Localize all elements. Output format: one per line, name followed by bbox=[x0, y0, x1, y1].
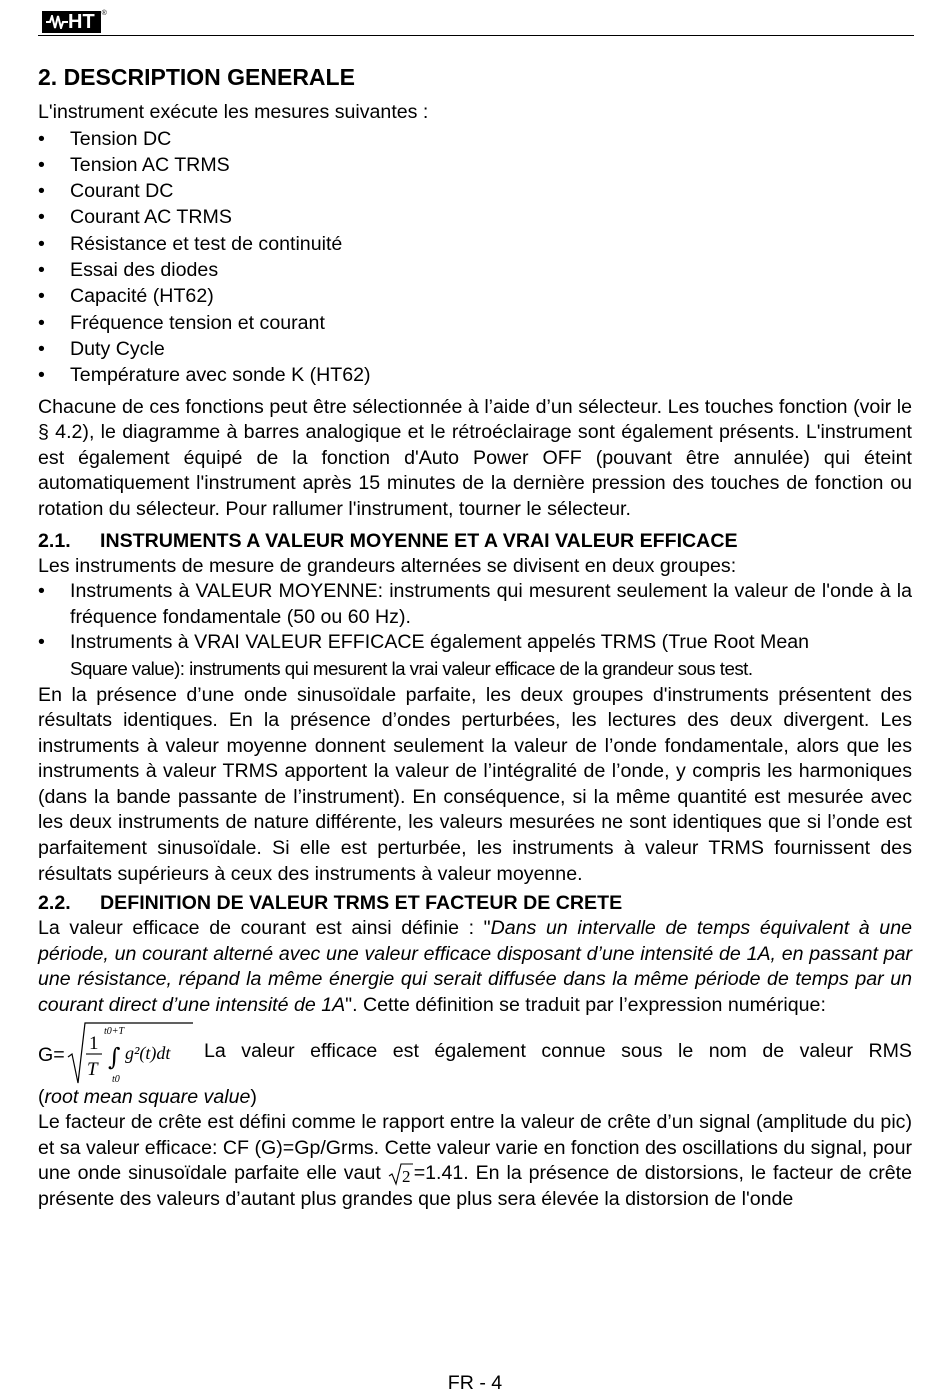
list-item: • Duty Cycle bbox=[38, 336, 912, 362]
formula-denominator: T bbox=[87, 1058, 98, 1080]
formula-lhs: G= bbox=[38, 1043, 65, 1066]
definition-outro: ". Cette définition se traduit par l’expression numérique: bbox=[345, 994, 826, 1017]
paren: ) bbox=[250, 1085, 257, 1108]
list-item bbox=[38, 630, 912, 682]
bullet-line: Instruments à VRAI VALEUR EFFICACE également appelés TRMS (True Root Mean bbox=[70, 631, 810, 654]
instrument-types-list bbox=[38, 579, 912, 682]
section-2-2-heading bbox=[38, 891, 912, 916]
bullet-line: Square value): instruments qui mesurent la vrai valeur efficace de la grandeur sous test. bbox=[70, 657, 753, 679]
section-2-1-intro: Les instruments de mesure de grandeurs alternées se divisent en deux groupes: bbox=[38, 554, 737, 577]
page-header bbox=[38, 8, 914, 36]
ht-logo bbox=[42, 10, 107, 34]
rms-formula-row bbox=[38, 1021, 912, 1085]
crest-factor-paragraph bbox=[38, 1110, 912, 1212]
page-content bbox=[38, 62, 912, 1213]
section-title: INSTRUMENTS A VALEUR MOYENNE ET A VRAI VALEUR EFFICACE bbox=[100, 529, 738, 552]
list-item: • Tension DC bbox=[38, 126, 912, 152]
registered-mark: ® bbox=[101, 10, 107, 17]
waveform-icon bbox=[46, 15, 68, 29]
rms-expansion: root mean square value bbox=[44, 1085, 251, 1108]
trms-definition bbox=[38, 916, 912, 1018]
sqrt-radicand: 2 bbox=[401, 1167, 411, 1187]
measures-list bbox=[38, 126, 912, 389]
rms-meaning bbox=[38, 1085, 912, 1111]
crest-text: Le facteur de crête est défini comme le rapport entre la valeur de crête d’un signal (amplitude du pic) et sa valeur efficace: CF (G)=Gp/Grms. Cette valeur varie en fonction des oscillations du signal, pour une onde sinusoïdale parfaite elle vaut bbox=[38, 1111, 912, 1185]
rms-formula bbox=[38, 1021, 198, 1087]
section-2-title: 2. DESCRIPTION GENERALE bbox=[38, 64, 355, 90]
section-2-paragraph: Chacune de ces fonctions peut être sélectionnée à l’aide d’un sélecteur. Les touches fonction (voir le § 4.2), le diagramme à barres analogique et le rétroéclairage sont également présents. L'instrument est également équipé de la fonction d'Auto Power OFF (pouvant être annulée) qui éteint automatiquement l'instrument après 15 minutes de la dernière pression des touches de fonction ou rotation du sélecteur. Pour rallumer l'instrument, tourner le sélecteur. bbox=[38, 395, 912, 520]
formula-numerator: 1 bbox=[89, 1032, 99, 1054]
definition-quote: Dans un intervalle de temps équivalent à une période, un courant alterné avec une valeur efficace disposant d’une intensité de 1A, en passant par une résistance, répand la même énergie qui serait diffusée dans la même période de temps par un courant direct d’une intensité de 1A bbox=[38, 917, 913, 1017]
section-2-1-heading bbox=[38, 529, 912, 554]
page-number: FR - 4 bbox=[447, 1372, 503, 1394]
logo-text: HT bbox=[68, 10, 95, 33]
list-item: • Résistance et test de continuité bbox=[38, 231, 912, 257]
integrand: g²(t)dt bbox=[125, 1042, 171, 1063]
logo-box bbox=[42, 11, 101, 33]
section-title: DEFINITION DE VALEUR TRMS ET FACTEUR DE CRETE bbox=[100, 892, 623, 915]
list-item: • Essai des diodes bbox=[38, 257, 912, 283]
section-number: 2.1. bbox=[38, 529, 71, 552]
integral-sign: ∫ bbox=[108, 1042, 121, 1071]
crest-text: =1.41. En la présence de distorsions, le facteur de crête présente des valeurs d’autant plus grandes que plus sera élevée la distorsion de l'onde bbox=[38, 1162, 912, 1210]
sqrt-two bbox=[388, 1162, 414, 1186]
paren: ( bbox=[38, 1085, 45, 1108]
list-item: • Tension AC TRMS bbox=[38, 152, 912, 178]
formula-description: La valeur efficace est également connue sous le nom de valeur RMS bbox=[204, 1039, 912, 1062]
list-item: • Température avec sonde K (HT62) bbox=[38, 362, 912, 388]
list-item: • Instruments à VALEUR MOYENNE: instruments qui mesurent seulement la valeur de l'onde à la fréquence fondamentale (50 ou 60 Hz). bbox=[38, 579, 912, 630]
list-item: • Courant AC TRMS bbox=[38, 204, 912, 230]
definition-intro: La valeur efficace de courant est ainsi définie : " bbox=[38, 917, 491, 940]
header-rule bbox=[38, 35, 914, 36]
section-2-intro: L'instrument exécute les mesures suivantes : bbox=[38, 101, 429, 123]
list-item: • Capacité (HT62) bbox=[38, 283, 912, 309]
section-number: 2.2. bbox=[38, 892, 71, 915]
integral-upper-limit: t0+T bbox=[104, 1025, 125, 1037]
list-item: • Courant DC bbox=[38, 178, 912, 204]
list-item: • Fréquence tension et courant bbox=[38, 310, 912, 336]
integral-lower-limit: t0 bbox=[112, 1073, 120, 1085]
section-2-1-paragraph: En la présence d’une onde sinusoïdale parfaite, les deux groupes d'instruments présentent des résultats identiques. En la présence d’ondes perturbées, les lectures des deux divergent. Les instruments à valeur moyenne donnent seulement la valeur de l’onde fondamentale, alors que les instruments à valeur TRMS apportent la valeur de l’intégralité de l’onde, y compris les harmoniques (dans la bande passante de l’instrument). En conséquence, si la même quantité est mesurée avec les deux instruments de nature différente, les valeurs mesurées ne sont identiques que si l’onde est parfaitement sinusoïdale. Si elle est perturbée, les instruments à valeur TRMS fournissent des résultats supérieurs à ceux des instruments à valeur moyenne. bbox=[38, 683, 912, 885]
